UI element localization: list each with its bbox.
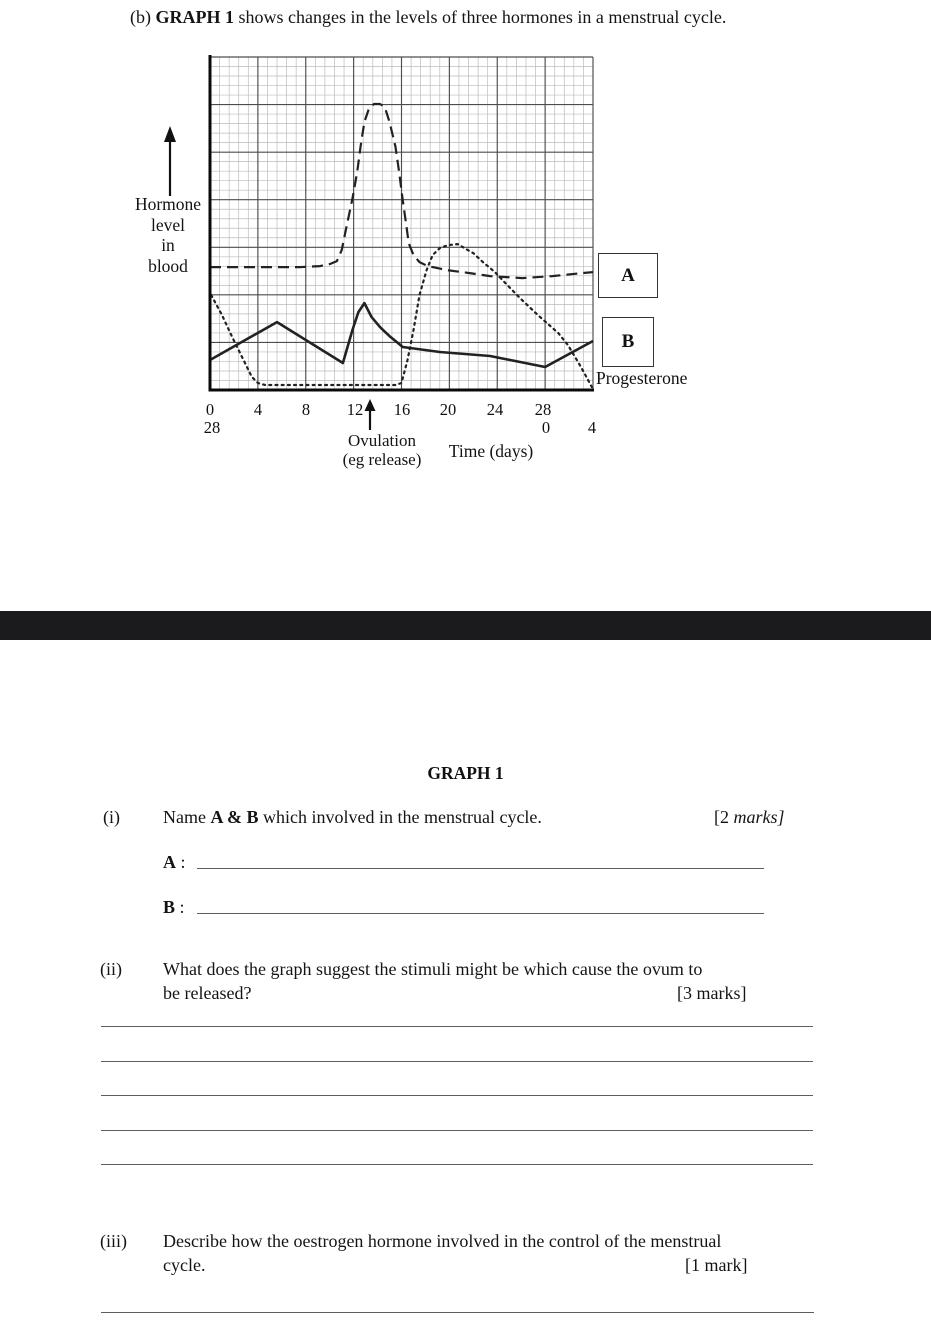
legend-a-label: A	[621, 264, 635, 286]
question-ii-marks: [3 marks]	[677, 983, 747, 1003]
x-tick-second-cycle-28: 28	[203, 418, 221, 437]
x-tick-second-cycle-4: 4	[587, 418, 597, 437]
graph-caption: GRAPH 1	[427, 763, 504, 783]
answer-line[interactable]	[101, 1164, 813, 1165]
intro-prefix: (b)	[130, 7, 156, 27]
answer-line[interactable]	[101, 1061, 813, 1062]
x-tick-28: 28	[534, 400, 552, 419]
answer-line[interactable]	[101, 1130, 813, 1131]
question-ii-text-line1: What does the graph suggest the stimuli might be which cause the ovum to	[163, 959, 703, 979]
question-ii-text-line2: be released?	[163, 983, 252, 1003]
ovulation-annotation: Ovulation (eg release)	[342, 431, 422, 469]
x-tick-0: 0	[205, 400, 215, 419]
legend-b-label: B	[621, 331, 635, 352]
question-iii-text-line1: Describe how the oestrogen hormone involved in the control of the menstrual	[163, 1231, 722, 1251]
x-tick-4: 4	[253, 400, 263, 419]
answer-line-b[interactable]	[197, 913, 764, 914]
question-iii-marks: [1 mark]	[685, 1255, 748, 1275]
x-tick-second-cycle-0: 0	[541, 418, 551, 437]
question-i-marks: [2 marks]	[714, 807, 785, 827]
answer-line[interactable]	[101, 1026, 813, 1027]
answer-line[interactable]	[101, 1312, 814, 1313]
question-iii-number: (iii)	[100, 1231, 127, 1251]
question-i-text: Name A & B which involved in the menstrual cycle.	[163, 807, 542, 827]
x-tick-16: 16	[393, 400, 411, 419]
y-axis-label: Hormone level in blood	[134, 194, 202, 276]
x-tick-20: 20	[439, 400, 457, 419]
intro-rest: shows changes in the levels of three hormones in a menstrual cycle.	[234, 7, 727, 27]
answer-line[interactable]	[101, 1095, 813, 1096]
question-i-number: (i)	[103, 807, 120, 827]
legend-box-a	[598, 253, 658, 298]
x-tick-24: 24	[486, 400, 504, 419]
x-tick-8: 8	[301, 400, 311, 419]
answer-line-a[interactable]	[197, 868, 764, 869]
legend-box-b	[602, 317, 654, 367]
x-axis-title: Time (days)	[448, 441, 534, 461]
answer-label-b: B :	[163, 897, 185, 917]
legend-progesterone-label: Progesterone	[596, 368, 688, 388]
x-tick-12: 12	[346, 400, 364, 419]
answer-label-a: A :	[163, 852, 186, 872]
intro-graph-ref: GRAPH 1	[155, 7, 234, 27]
section-divider-bar	[0, 611, 931, 640]
question-iii-text-line2: cycle.	[163, 1255, 206, 1275]
question-ii-number: (ii)	[100, 959, 122, 979]
